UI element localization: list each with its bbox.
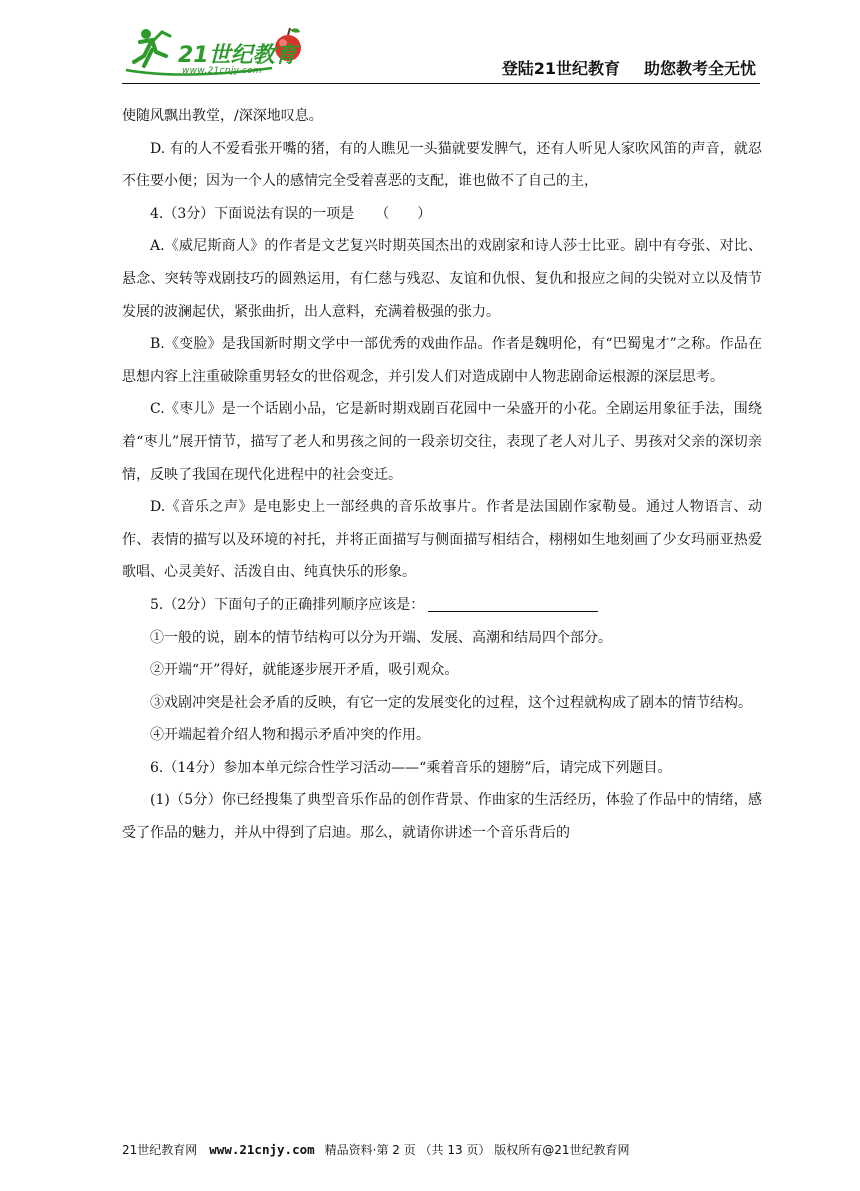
header-slogan — [502, 56, 756, 79]
header-divider — [122, 83, 760, 84]
question-4-option-d: D.《音乐之声》是电影史上一部经典的音乐故事片。作者是法国剧作家勒曼。通过人物语言、动作、表情的描写以及环境的衬托，并将正面描写与侧面描写相结合，栩栩如生地刻画了少女玛丽亚热爱歌唱、心灵美好、活泼自由、纯真快乐的形象。 — [122, 499, 762, 581]
slogan-left: 登陆21世纪教育 — [501, 59, 620, 78]
logo-text: 21世纪教育 — [178, 43, 297, 68]
question-4-option-c: C.《枣儿》是一个话剧小品，它是新时期戏剧百花园中一朵盛开的小花。全剧运用象征手法，围绕着“枣儿”展开情节，描写了老人和男孩之间的一段亲切交往，表现了老人对儿子、男孩对父亲的深切亲情，反映了我国在现代化进程中的社会变迁。 — [122, 401, 762, 483]
document-body — [122, 100, 762, 850]
footer-page-info: 精品资料·第 2 页 （共 13 页） 版权所有@21世纪教育网 — [324, 1143, 630, 1157]
footer-url[interactable]: www.21cnjy.com — [209, 1142, 315, 1157]
question-6: 6.（14分）参加本单元综合性学习活动——“乘着音乐的翅膀”后，请完成下列题目。 — [150, 759, 672, 776]
question-5 — [122, 589, 762, 622]
slogan-right: 助您教考全无忧 — [643, 59, 756, 78]
option-d-previous: D. 有的人不爱看张开嘴的猪，有的人瞧见一头猫就要发脾气，还有人听见人家吹风笛的声音，就忍不住要小便；因为一个人的感情完全受着喜恶的支配，谁也做不了自己的主， — [122, 140, 762, 190]
paragraph-continuation: 使随风飘出教堂，/深深地叹息。 — [122, 108, 323, 124]
sentence-2: ②开端“开”得好，就能逐步展开矛盾，吸引观众。 — [150, 662, 459, 679]
logo-url: www.21cnjy.com — [182, 66, 262, 76]
question-4-option-a: A.《威尼斯商人》的作者是文艺复兴时期英国杰出的戏剧家和诗人莎士比亚。剧中有夸张、对比、悬念、突转等戏剧技巧的圆熟运用，有仁慈与残忍、友谊和仇恨、复仇和报应之间的尖锐对立以及情节发展的波澜起伏，紧张曲折，出人意料，充满着极强的张力。 — [122, 238, 762, 320]
question-4-option-b: B.《变脸》是我国新时期文学中一部优秀的戏曲作品。作者是魏明伦，有“巴蜀鬼才”之称。作品在思想内容上注重破除重男轻女的世俗观念，并引发人们对造成剧中人物悲剧命运根源的深层思考。 — [122, 336, 762, 385]
sentence-4: ④开端起着介绍人物和揭示矛盾冲突的作用。 — [150, 727, 430, 744]
question-5-text: 5.（2分）下面句子的正确排列顺序应该是： — [150, 596, 425, 613]
site-logo[interactable] — [122, 22, 322, 82]
sentence-3: ③戏剧冲突是社会矛盾的反映，有它一定的发展变化的过程，这个过程就构成了剧本的情节结构。 — [150, 694, 752, 711]
sentence-1: ①一般的说，剧本的情节结构可以分为开端、发展、高潮和结局四个部分。 — [150, 629, 612, 646]
footer-site: 21世纪教育网 — [122, 1143, 198, 1157]
page-header — [122, 22, 760, 84]
question-4: 4.（3分）下面说法有误的一项是 （ ） — [150, 205, 432, 222]
page-footer — [122, 1141, 762, 1158]
answer-blank[interactable] — [428, 593, 598, 612]
question-6-part-1: (1)（5分）你已经搜集了典型音乐作品的创作背景、作曲家的生活经历，体验了作品中的情绪，感受了作品的魅力，并从中得到了启迪。那么，就请你讲述一个音乐背后的 — [122, 792, 762, 842]
